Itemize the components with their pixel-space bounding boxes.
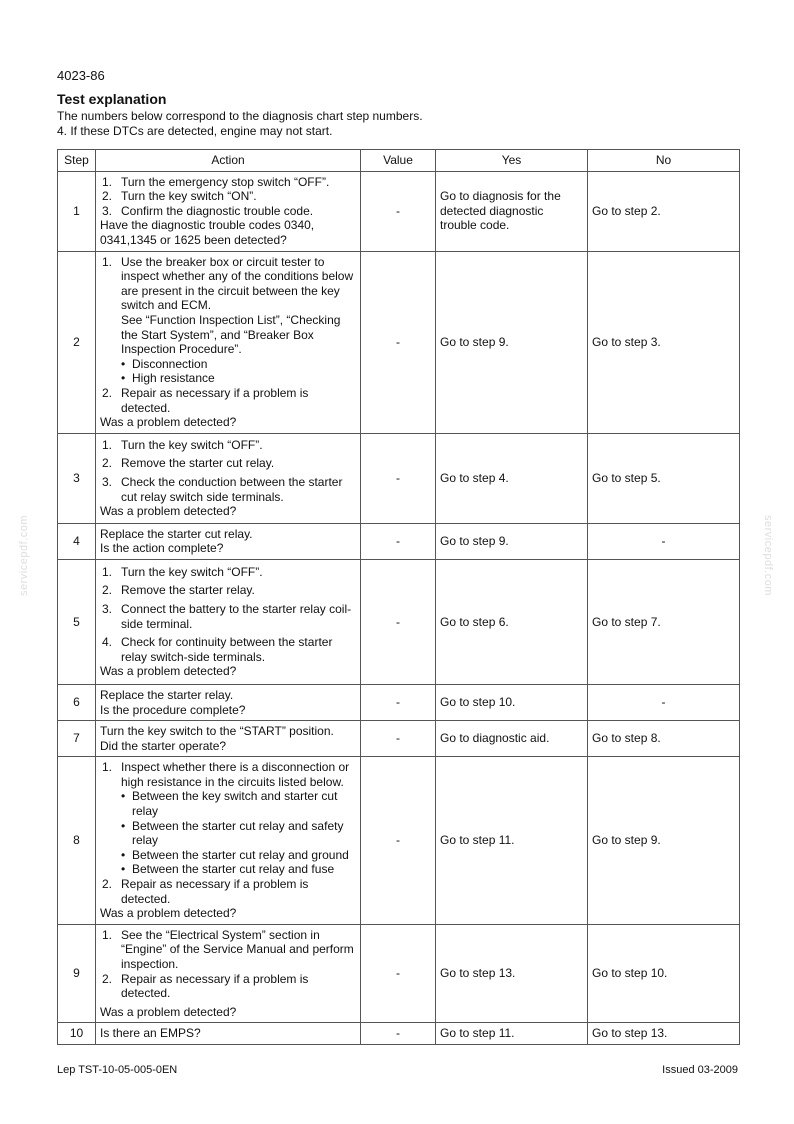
step-number: 3 <box>58 433 96 523</box>
action-item-text: Check for continuity between the starter relay switch-side terminals. <box>121 635 333 664</box>
action-item-number: 1. <box>102 254 113 269</box>
action-question: Have the diagnostic trouble codes 0340, 0341,1345 or 1625 been detected? <box>100 218 315 247</box>
bullet-dot: • <box>121 818 126 833</box>
action-item <box>100 255 356 313</box>
column-header-step: Step <box>58 150 96 172</box>
value-cell: - <box>361 1023 436 1045</box>
action-bullet-text: Between the key switch and starter cut relay <box>132 789 338 819</box>
action-item-text: Connect the battery to the starter relay coil-side terminal. <box>121 602 352 631</box>
column-header-no: No <box>588 150 740 172</box>
action-item-number: 3. <box>102 602 113 617</box>
section-title: Test explanation <box>57 91 167 107</box>
no-cell: - <box>588 684 740 720</box>
action-item-number: 1. <box>102 437 113 452</box>
action-question: Was a problem detected? <box>100 504 237 519</box>
action-question: Is the action complete? <box>100 541 224 556</box>
yes-cell: Go to step 9. <box>436 523 588 559</box>
action-item-number: 4. <box>102 635 113 650</box>
action-cell <box>96 523 361 559</box>
action-item <box>100 635 356 664</box>
no-cell: Go to step 5. <box>588 433 740 523</box>
table-header-row <box>58 150 740 172</box>
no-cell: Go to step 7. <box>588 559 740 684</box>
intro-line: 4. If these DTCs are detected, engine may not start. <box>57 124 333 138</box>
value-cell: - <box>361 171 436 251</box>
value-cell: - <box>361 433 436 523</box>
bullet-dot: • <box>121 847 126 862</box>
action-bullet <box>100 357 356 372</box>
action-item-text: Remove the starter relay. <box>121 583 255 598</box>
action-cell <box>96 757 361 925</box>
action-item-text: See “Function Inspection List”, “Checking the Start System”, and “Breaker Box Inspection Procedure”. <box>121 312 341 357</box>
column-header-yes: Yes <box>436 150 588 172</box>
yes-cell: Go to step 9. <box>436 251 588 433</box>
action-bullet <box>100 789 356 818</box>
step-number: 5 <box>58 559 96 684</box>
step-number: 10 <box>58 1023 96 1045</box>
yes-cell: Go to step 6. <box>436 559 588 684</box>
page-number: 4023-86 <box>57 68 105 83</box>
action-item-number: 1. <box>102 927 113 942</box>
action-cell <box>96 251 361 433</box>
action-item <box>100 456 356 471</box>
intro-text <box>57 109 423 139</box>
value-cell: - <box>361 721 436 757</box>
action-item-number: 2. <box>102 877 113 892</box>
action-item-text: Repair as necessary if a problem is detected. <box>121 877 309 906</box>
action-bullet <box>100 862 356 877</box>
action-item <box>100 175 356 190</box>
action-question: Is there an EMPS? <box>100 1026 201 1041</box>
table-row <box>58 433 740 523</box>
value-cell: - <box>361 559 436 684</box>
action-bullet-text: Between the starter cut relay and safety relay <box>132 818 344 848</box>
action-item-text: Use the breaker box or circuit tester to inspect whether any of the conditions below are present in the circuit between the key switch and ECM. <box>121 254 354 313</box>
bullet-dot: • <box>121 862 126 877</box>
action-item <box>100 313 356 357</box>
action-item-number: 2. <box>102 189 113 204</box>
action-bullet-text: Between the starter cut relay and ground <box>132 847 349 862</box>
value-cell: - <box>361 684 436 720</box>
action-item-number: 2. <box>102 583 113 598</box>
step-number: 7 <box>58 721 96 757</box>
step-number: 1 <box>58 171 96 251</box>
intro-line: The numbers below correspond to the diagnosis chart step numbers. <box>57 109 423 123</box>
bullet-dot: • <box>121 789 126 804</box>
action-item-text: Remove the starter cut relay. <box>121 456 275 471</box>
yes-cell: Go to step 11. <box>436 757 588 925</box>
table-body <box>58 171 740 1044</box>
action-item <box>100 386 356 415</box>
diagnosis-table <box>57 149 740 1045</box>
value-cell: - <box>361 757 436 925</box>
action-item-number: 2. <box>102 456 113 471</box>
no-cell: - <box>588 523 740 559</box>
step-number: 8 <box>58 757 96 925</box>
action-bullet-text: Disconnection <box>132 356 208 371</box>
yes-cell: Go to step 13. <box>436 924 588 1023</box>
action-item-number <box>100 313 121 357</box>
table-row <box>58 757 740 925</box>
action-question: Was a problem detected? <box>100 906 237 921</box>
action-item-text: Inspect whether there is a disconnection or high resistance in the circuits listed below. <box>121 760 350 789</box>
action-item-text: See the “Electrical System” section in “Engine” of the Service Manual and perform inspection. <box>121 927 354 971</box>
bullet-dot: • <box>121 371 126 386</box>
watermark-right: servicepdf.com <box>762 515 774 596</box>
action-question: Did the starter operate? <box>100 738 227 753</box>
step-number: 2 <box>58 251 96 433</box>
action-bullet <box>100 819 356 848</box>
no-cell: Go to step 9. <box>588 757 740 925</box>
table-row <box>58 171 740 251</box>
yes-cell: Go to step 4. <box>436 433 588 523</box>
value-cell: - <box>361 251 436 433</box>
step-number: 6 <box>58 684 96 720</box>
action-item-text: Confirm the diagnostic trouble code. <box>121 203 314 218</box>
action-item-text: Turn the key switch “OFF”. <box>121 564 263 579</box>
yes-cell: Go to diagnostic aid. <box>436 721 588 757</box>
table-row <box>58 559 740 684</box>
action-item <box>100 760 356 789</box>
no-cell: Go to step 3. <box>588 251 740 433</box>
action-cell <box>96 559 361 684</box>
action-item-number: 3. <box>102 474 113 489</box>
yes-cell: Go to step 11. <box>436 1023 588 1045</box>
action-item-text: Check the conduction between the starter cut relay switch side terminals. <box>121 474 343 504</box>
table-row <box>58 721 740 757</box>
action-item-text: Repair as necessary if a problem is detected. <box>121 971 309 1001</box>
table-row <box>58 1023 740 1045</box>
table-row <box>58 251 740 433</box>
action-item <box>100 565 356 580</box>
action-bullet-text: Between the starter cut relay and fuse <box>132 862 335 877</box>
yes-cell: Go to diagnosis for the detected diagnostic trouble code. <box>436 171 588 251</box>
action-bullet-text: High resistance <box>132 371 215 386</box>
action-item <box>100 583 356 598</box>
document-code: Lep TST-10-05-005-0EN <box>57 1064 178 1076</box>
action-question: Replace the starter cut relay. <box>100 526 253 541</box>
step-number: 9 <box>58 924 96 1023</box>
action-cell <box>96 433 361 523</box>
issue-date: Issued 03-2009 <box>662 1064 738 1076</box>
action-cell <box>96 684 361 720</box>
action-item-text: Turn the key switch “OFF”. <box>121 437 263 452</box>
table-row <box>58 523 740 559</box>
action-bullet <box>100 371 356 386</box>
table-row <box>58 924 740 1023</box>
action-cell <box>96 924 361 1023</box>
action-item <box>100 602 356 631</box>
action-item <box>100 204 356 219</box>
action-item <box>100 928 356 972</box>
action-item-text: Turn the emergency stop switch “OFF”. <box>121 174 330 189</box>
action-item <box>100 972 356 1001</box>
action-question: Was a problem detected? <box>100 415 237 430</box>
table-row <box>58 684 740 720</box>
yes-cell: Go to step 10. <box>436 684 588 720</box>
action-item-number: 2. <box>102 385 113 400</box>
action-question: Was a problem detected? <box>100 1004 237 1019</box>
action-bullet <box>100 848 356 863</box>
action-item <box>100 438 356 453</box>
action-item-number: 3. <box>102 203 113 218</box>
action-question: Is the procedure complete? <box>100 702 246 717</box>
no-cell: Go to step 2. <box>588 171 740 251</box>
step-number: 4 <box>58 523 96 559</box>
watermark-left: servicepdf.com <box>18 515 30 596</box>
column-header-value: Value <box>361 150 436 172</box>
action-item-text: Turn the key switch “ON”. <box>121 189 257 204</box>
no-cell: Go to step 10. <box>588 924 740 1023</box>
action-question: Was a problem detected? <box>100 664 237 679</box>
value-cell: - <box>361 924 436 1023</box>
action-item-text: Repair as necessary if a problem is detected. <box>121 385 309 415</box>
action-question: Replace the starter relay. <box>100 687 234 702</box>
action-item <box>100 475 356 504</box>
action-item <box>100 877 356 906</box>
action-item-number: 1. <box>102 174 113 189</box>
no-cell: Go to step 13. <box>588 1023 740 1045</box>
action-cell <box>96 1023 361 1045</box>
action-item-number: 1. <box>102 564 113 579</box>
action-item <box>100 189 356 204</box>
action-cell <box>96 171 361 251</box>
action-question: Turn the key switch to the “START” position. <box>100 724 334 739</box>
action-cell <box>96 721 361 757</box>
column-header-action: Action <box>96 150 361 172</box>
action-item-number: 1. <box>102 760 113 775</box>
no-cell: Go to step 8. <box>588 721 740 757</box>
bullet-dot: • <box>121 356 126 371</box>
value-cell: - <box>361 523 436 559</box>
action-item-number: 2. <box>102 971 113 986</box>
